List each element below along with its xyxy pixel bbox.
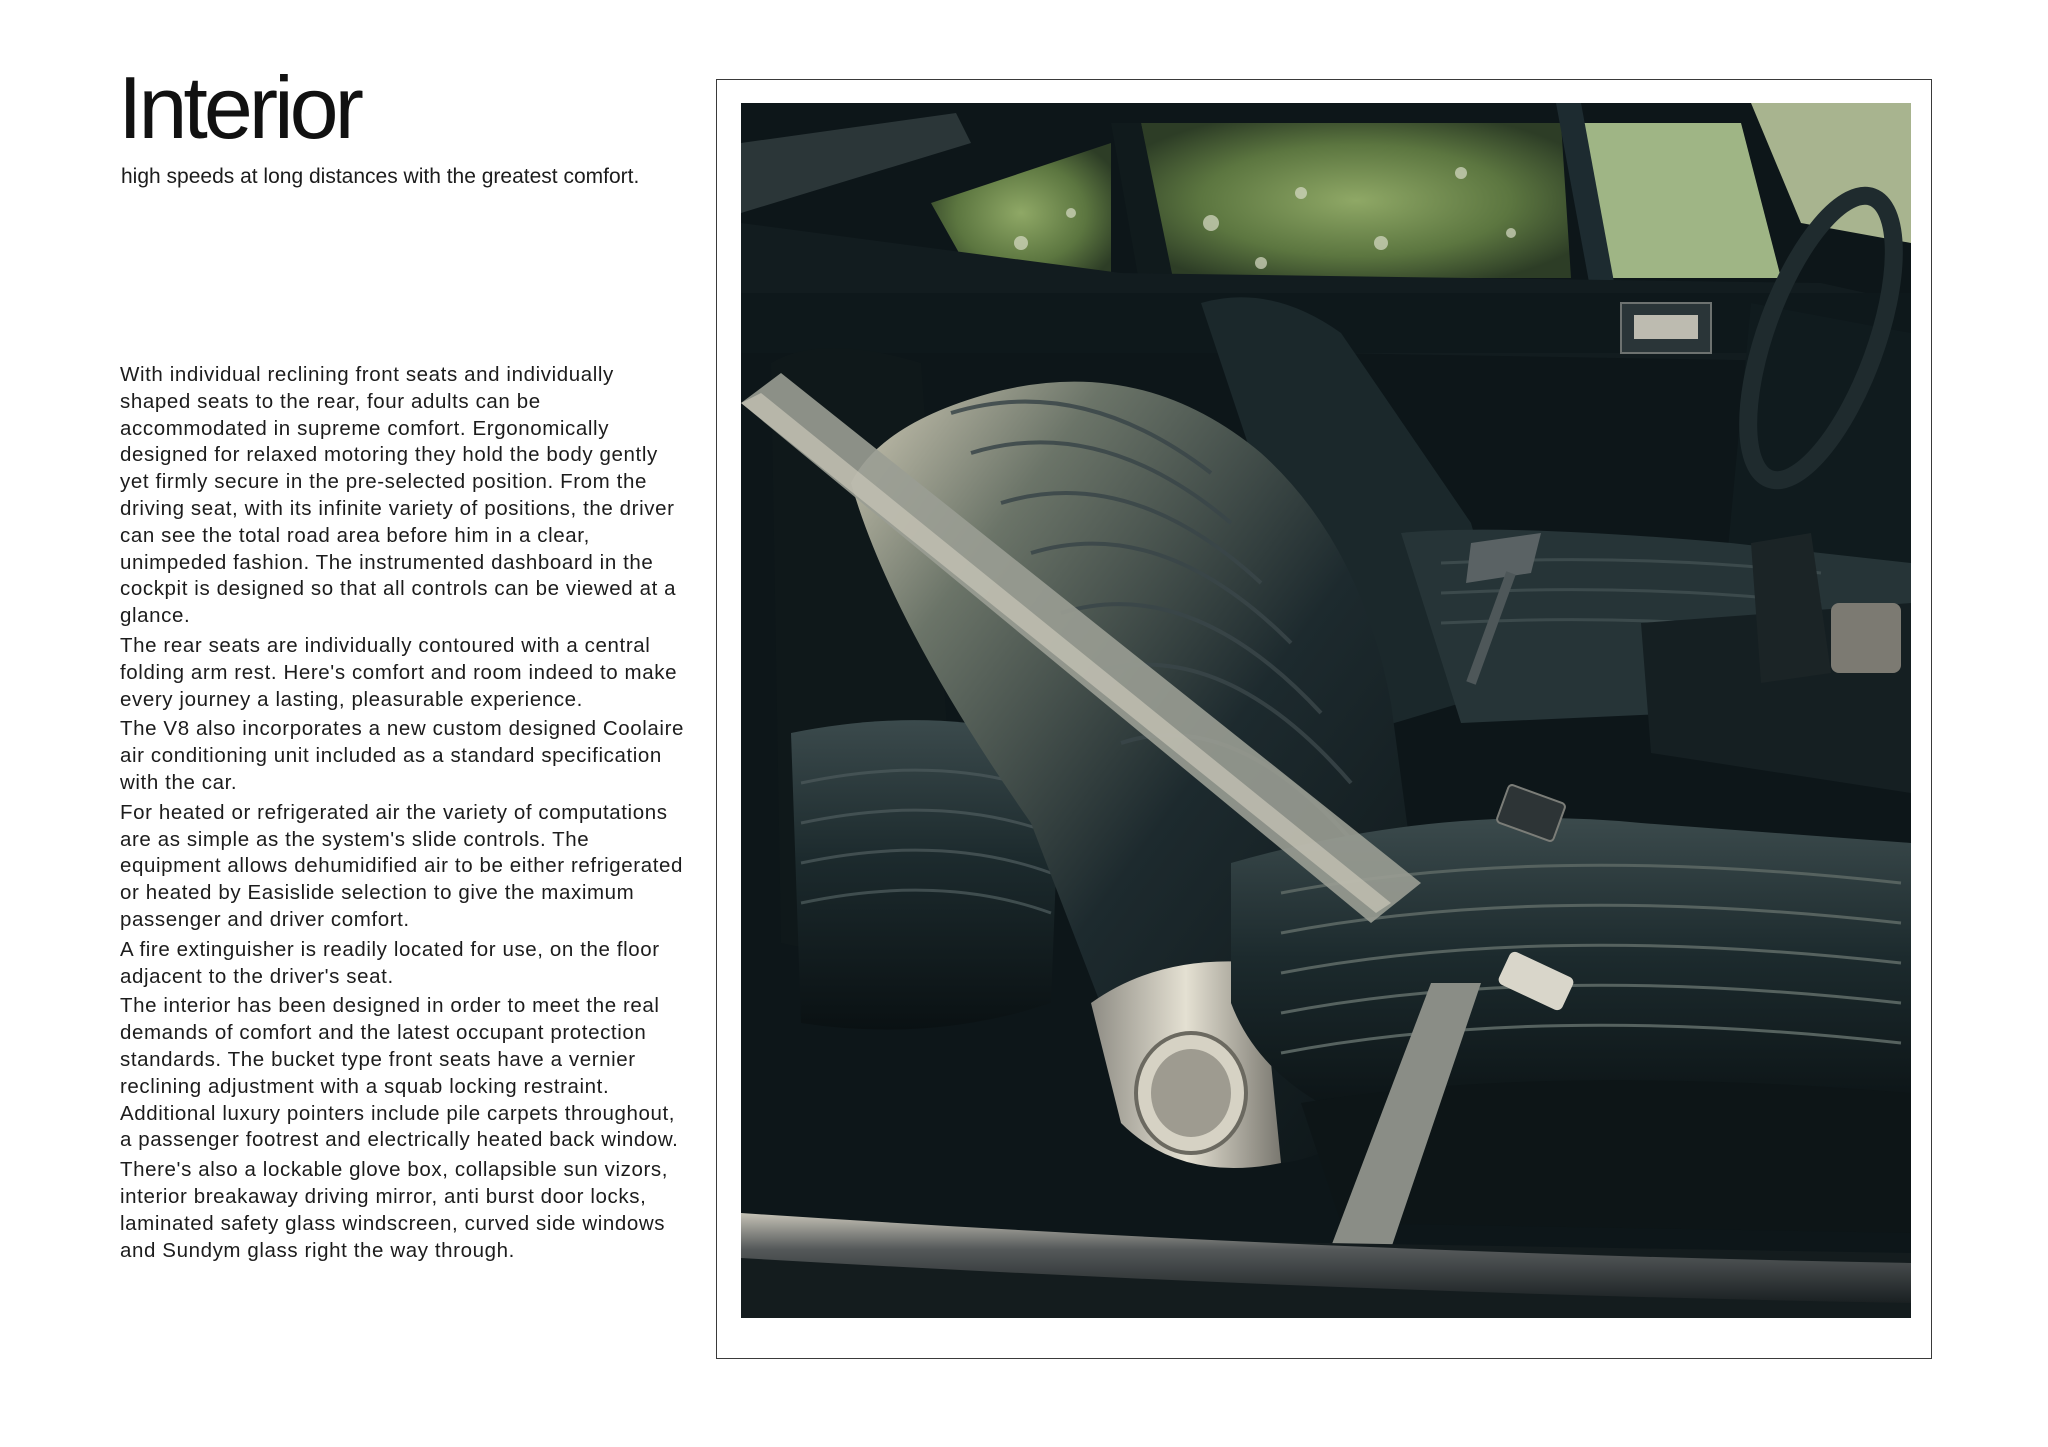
car-interior-photo xyxy=(741,103,1911,1318)
paragraph-features: There's also a lockable glove box, collapsible sun vizors, interior breakaway driving mirror, anti burst door locks, laminated safety glass windscreen, curved side windows and Sundym glass right the way through. xyxy=(120,1158,669,1262)
body-text xyxy=(120,362,690,1267)
paragraph-seats: With individual reclining front seats and individually shaped seats to the rear, four adults can be accommodated in supreme comfort. Ergonomically designed for relaxed motoring they hold the body gently yet firmly secure in the pre-selected position. From the driving seat, with its infinite variety of positions, the driver can see the total road area before him in a clear, unimpeded fashion. The instrumented dashboard in the cockpit is designed so that all controls can be viewed at a glance. xyxy=(120,363,677,628)
paragraph-rear-seats: The rear seats are individually contoured with a central folding arm rest. Here's comfort and room indeed to make every journey a lasting, pleasurable experience. xyxy=(120,633,678,711)
page-title: Interior xyxy=(118,58,360,157)
page-subtitle: high speeds at long distances with the greatest comfort. xyxy=(121,165,640,188)
photo-frame xyxy=(716,79,1932,1359)
paragraph-safety: The interior has been designed in order to meet the real demands of comfort and the latest occupant protection standards. The bucket type front seats have a vernier reclining adjustment with a squab locking restraint. Additional luxury pointers include pile carpets throughout, a passenger footrest and electrically heated back window. xyxy=(120,994,679,1152)
paragraph-fire-extinguisher: A fire extinguisher is readily located for use, on the floor adjacent to the driver's seat. xyxy=(120,937,660,988)
paragraph-climate-controls: For heated or refrigerated air the variety of computations are as simple as the system's slide controls. The equipment allows dehumidified air to be either refrigerated or heated by Easislide selection to give the maximum passenger and driver comfort. xyxy=(120,800,684,931)
paragraph-air-conditioning: The V8 also incorporates a new custom designed Coolaire air conditioning unit included as a standard specification with the car. xyxy=(120,717,685,794)
